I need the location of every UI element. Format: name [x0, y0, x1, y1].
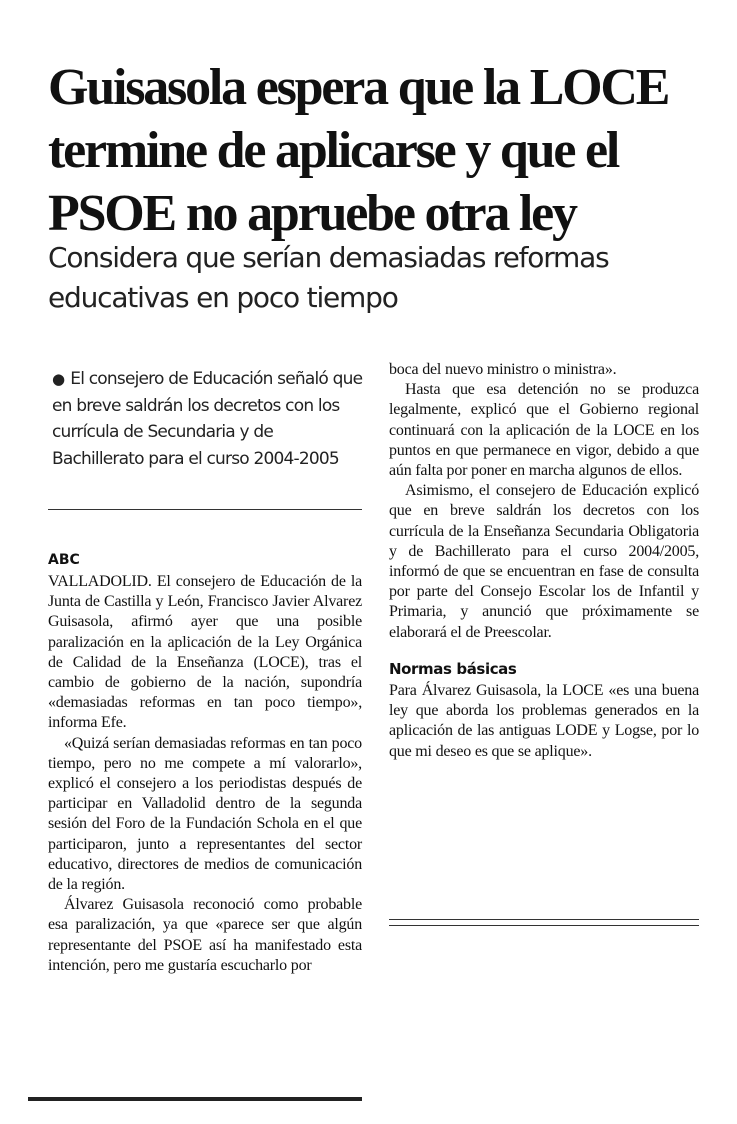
subtitle-line: educativas en poco tiempo [48, 281, 398, 314]
paragraph: «Quizá serían demasiadas reformas en tan poco tiempo, pero no me compete a mí valorarlo», explicó el consejero a los periodistas después de participar en Valladolid dentro de la segunda sesión del Foro de la Fundación Schola en el que participaron, junto a representantes del sector educativo, directores de medios de comunicación de la región. [48, 734, 362, 894]
summary-text: El consejero de Educación señaló que en breve saldrán los decretos con los currícula de Secundaria y de Bachillerato para el curso 2004-2005 [52, 369, 363, 469]
byline: ABC [48, 552, 80, 568]
paragraph: VALLADOLID. El consejero de Educación de la Junta de Castilla y León, Francisco Javier Alvarez Guisasola, afirmó ayer que una posible paralización en la aplicación de la Ley Orgánica de Calidad de la Enseñanza (LOCE), tras el cambio de gobierno de la nación, supondría «demasiadas reformas en tan poco tiempo», informa Efe. [48, 573, 362, 732]
headline [48, 56, 708, 245]
paragraph: Álvarez Guisasola reconoció como probable esa paralización, ya que «parece ser que algún representante del PSOE así ha manifestado esta intención, pero me gustaría escucharlo por [48, 896, 362, 974]
paragraph: Hasta que esa detención no se produzca legalmente, explicó que el Gobierno regional continuará con la aplicación de la LOCE en los puntos en que permanece en vigor, debido a que aún falta por poner en marcha algunos de ellos. [389, 381, 699, 480]
headline-line: termine de aplicarse y que el [48, 122, 619, 179]
paragraph: boca del nuevo ministro o ministra». [389, 361, 617, 378]
subtitle [48, 238, 688, 318]
paragraph: Para Álvarez Guisasola, la LOCE «es una buena ley que aborda los problemas generados en la aplicación de las antiguas LODE y Logse, por lo que mi deseo es que se aplique». [389, 682, 699, 760]
section-heading: Normas básicas [389, 659, 517, 678]
left-column [48, 572, 362, 976]
right-column [389, 360, 699, 762]
end-divider [389, 919, 699, 926]
bottom-divider [28, 1097, 362, 1101]
headline-line: Guisasola espera que la LOCE [48, 59, 669, 116]
bullet-icon: ● [52, 370, 65, 388]
paragraph: Asimismo, el consejero de Educación explicó que en breve saldrán los decretos con los currícula de la Enseñanza Secundaria Obligatoria y de Bachillerato para el curso 2004/2005, informó de que se encuentran en fase de consulta por parte del Consejo Escolar los de Infantil y Primaria, y anunció que próximamente se elaborará el de Preescolar. [389, 482, 699, 641]
subtitle-line: Considera que serían demasiadas reformas [48, 241, 609, 274]
summary-box [48, 366, 366, 472]
summary-divider [48, 509, 362, 510]
headline-line: PSOE no apruebe otra ley [48, 185, 576, 242]
